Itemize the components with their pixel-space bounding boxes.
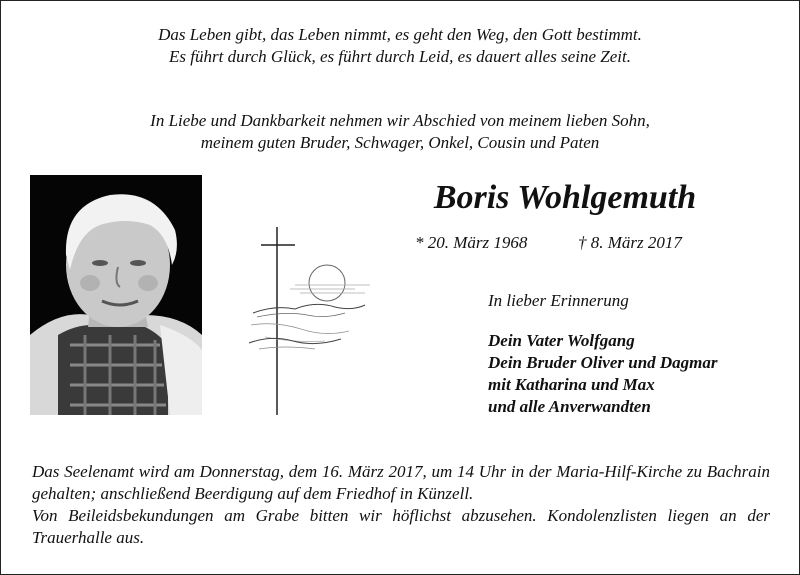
mourners-list (488, 330, 718, 418)
mourner-line: Dein Bruder Oliver und Dagmar (488, 353, 718, 372)
portrait-photo (30, 175, 202, 415)
service-notice-paragraph-2: Von Beileidsbekundungen am Grabe bitten wir höflichst abzusehen. Kondolenzlisten liegen an der Trauerhalle aus. (32, 506, 770, 547)
deceased-name: Boris Wohlgemuth (433, 179, 697, 216)
motto-line-1: Das Leben gibt, das Leben nimmt, es geht den Weg, den Gott bestimmt. (158, 25, 642, 44)
death-date: † 8. März 2017 (578, 233, 682, 252)
motto-line-2: Es führt durch Glück, es führt durch Leid, es dauert alles seine Zeit. (169, 47, 631, 66)
mourner-line: und alle Anverwandten (488, 397, 651, 416)
birth-date: * 20. März 1968 (415, 233, 528, 252)
mourner-line: Dein Vater Wolfgang (488, 331, 635, 350)
farewell-line-1: In Liebe und Dankbarkeit nehmen wir Abschied von meinem lieben Sohn, (150, 111, 650, 130)
farewell-line-2: meinem guten Bruder, Schwager, Onkel, Cousin und Paten (200, 133, 600, 152)
motto-verse (0, 24, 800, 68)
mourner-line: mit Katharina und Max (488, 375, 655, 394)
portrait-photo-graphic (30, 175, 202, 415)
farewell-text (0, 110, 800, 154)
cross-sunset-icon (245, 225, 375, 420)
memory-label: In lieber Erinnerung (488, 291, 629, 310)
service-notice (32, 461, 770, 549)
service-notice-paragraph-1: Das Seelenamt wird am Donnerstag, dem 16. März 2017, um 14 Uhr in der Maria-Hilf-Kirche zu Bachrain gehalten; anschließend Beerdigung auf dem Friedhof in Künzell. (32, 462, 770, 503)
